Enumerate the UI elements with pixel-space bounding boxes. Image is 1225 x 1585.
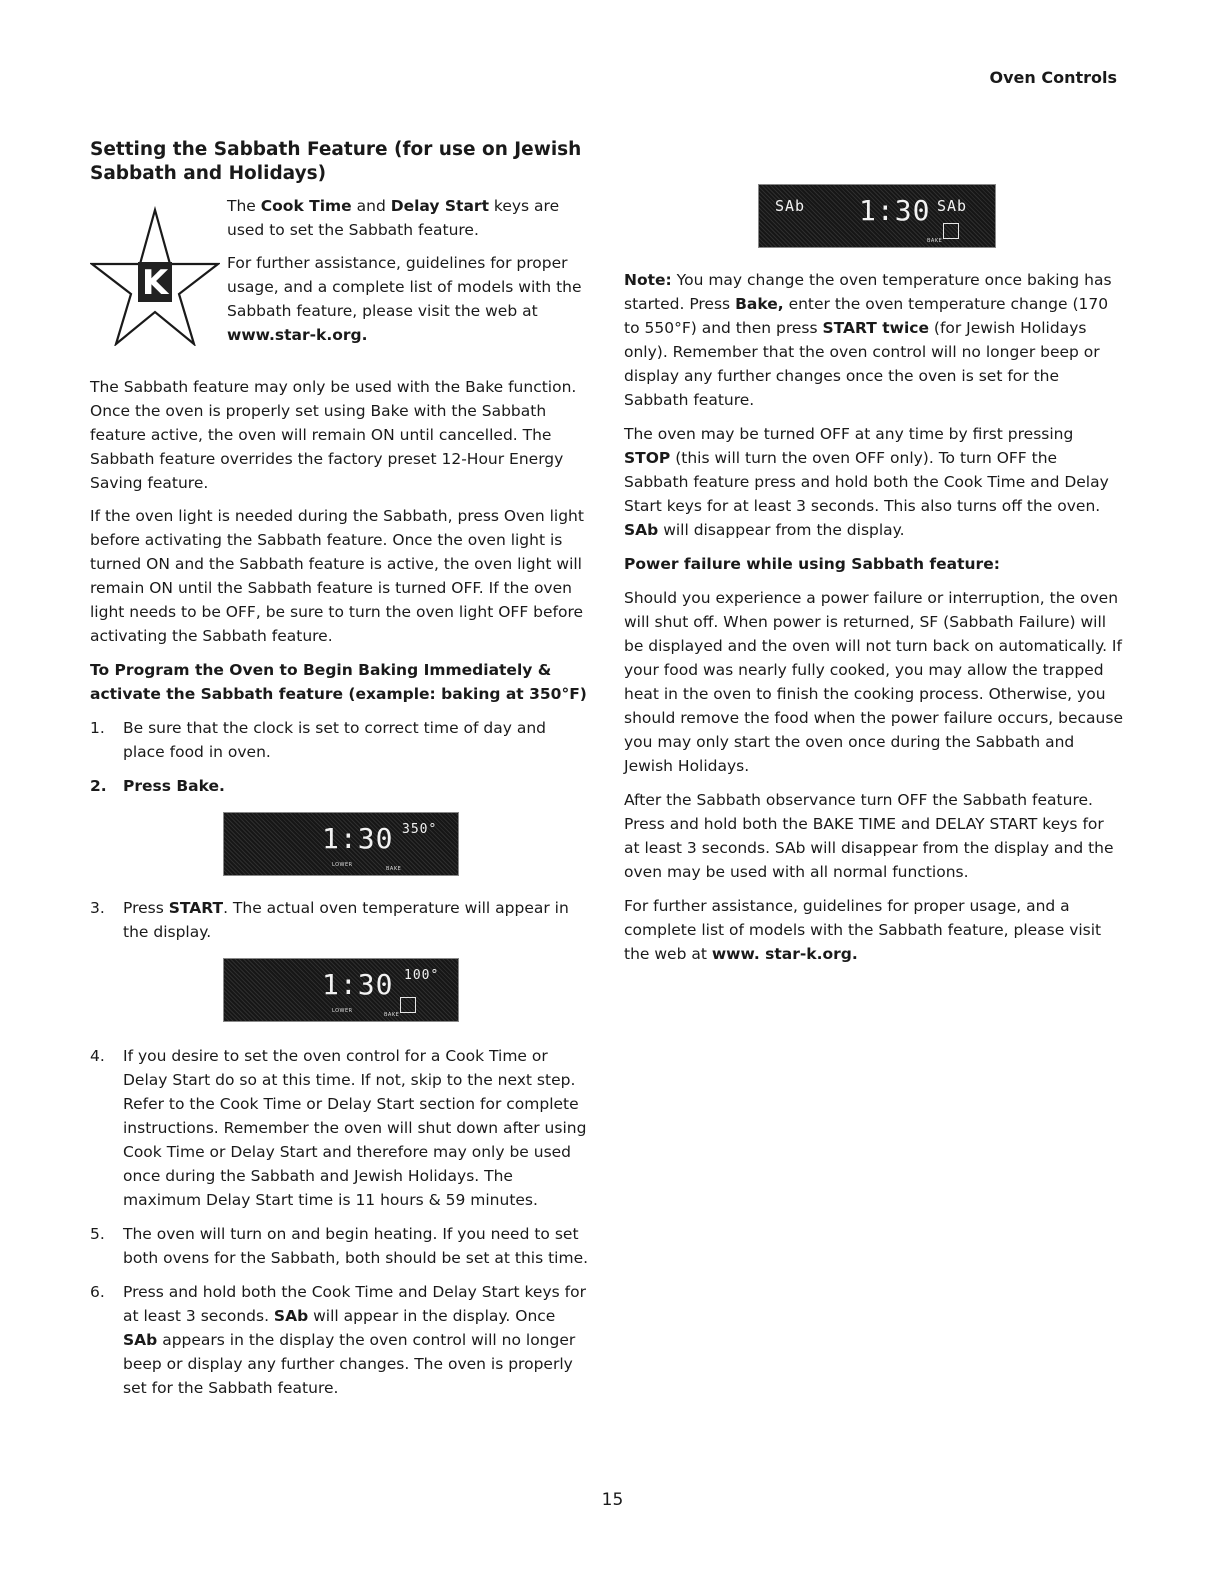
after-sabbath-paragraph: After the Sabbath observance turn OFF the Sabbath feature. Press and hold both the BAKE TIME and DELAY START keys for at least 3 seconds. SAb will disappear from the display and the oven may be used with all normal functions. [624,791,1114,881]
star-k-link: www. star-k.org. [711,945,858,963]
oven-display-2: 1:30 100° LOWER BAKE [223,958,459,1022]
logo-letter: K [141,263,169,303]
display-bake-100 [90,958,590,1038]
star-k-logo [90,206,220,346]
step-6: 6. Press and hold both the Cook Time and Delay Start keys for at least 3 seconds. SAb will appear in the display. Once SAb appears in the display the oven control will no longer beep or display any further changes. The oven is properly set for the Sabbath feature. [90,1280,590,1400]
right-column [624,268,1124,966]
step-number: 2. [90,777,107,795]
step-number: 6. [90,1283,105,1301]
intro-paragraph-1: The Cook Time and Delay Start keys are used to set the Sabbath feature. [227,197,560,239]
step-5: 5. The oven will turn on and begin heating. If you need to set both ovens for the Sabbath, both should be set at this time. [90,1222,590,1270]
oven-display-sabbath: SAb 1:30 SAb BAKE [758,184,996,248]
program-heading: To Program the Oven to Begin Baking Immediately & activate the Sabbath feature (example: baking at 350°F) [90,661,587,703]
intro-block [90,194,590,366]
page-number: 15 [601,1490,624,1510]
left-column [90,138,590,1400]
step-number: 4. [90,1047,105,1065]
power-failure-heading: Power failure while using Sabbath feature: [624,555,1000,573]
oven-light-paragraph: If the oven light is needed during the Sabbath, press Oven light before activating the Sabbath feature. Once the oven light is turned ON and the Sabbath feature is active, the oven light will remain ON until the Sabbath feature is turned OFF. If the oven light needs to be OFF, be sure to turn the oven light OFF before activating the Sabbath feature. [90,507,584,645]
star-k-link: www.star-k.org. [227,326,368,344]
step-number: 1. [90,719,105,737]
step-number: 5. [90,1225,105,1243]
lock-icon [400,997,416,1013]
step-1: 1. Be sure that the clock is set to correct time of day and place food in oven. [90,716,590,764]
step-2: 2. Press Bake. [90,774,590,798]
bake-function-paragraph: The Sabbath feature may only be used with the Bake function. Once the oven is properly set using Bake with the Sabbath feature active, the oven will remain ON until cancelled. The Sabbath feature overrides the factory preset 12-Hour Energy Saving feature. [90,378,577,492]
page-title: Setting the Sabbath Feature (for use on Jewish Sabbath and Holidays) [90,139,582,184]
power-failure-paragraph: Should you experience a power failure or interruption, the oven will shut off. When power is returned, SF (Sabbath Failure) will be displayed and the oven will not turn back on automatically. If your food was nearly fully cooked, you may allow the trapped heat in the oven to finish the cooking process. Otherwise, you should remove the food when the power failure occurs, because you may only start the oven once during the Sabbath and Jewish Holidays. [624,589,1123,775]
intro-text [227,194,587,347]
step-3: 3. Press START. The actual oven temperature will appear in the display. [90,896,590,944]
turn-off-paragraph: The oven may be turned OFF at any time by first pressing STOP (this will turn the oven OFF only). To turn OFF the Sabbath feature press and hold both the Cook Time and Delay Start keys for at least 3 seconds. This also turns off the oven. SAb will disappear from the display. [624,425,1109,539]
section-header: Oven Controls [989,68,1117,87]
step-4: 4. If you desire to set the oven control for a Cook Time or Delay Start do so at this time. If not, skip to the next step. Refer to the Cook Time or Delay Start section for complete instructions. Remember the oven will shut down after using Cook Time or Delay Start and therefore may only be used once during the Sabbath and Jewish Holidays. The maximum Delay Start time is 11 hours & 59 minutes. [90,1044,590,1212]
steps-list [90,716,590,1400]
lock-icon [943,223,959,239]
further-assistance-paragraph: For further assistance, guidelines for proper usage, and a complete list of models with the Sabbath feature, please visit the web at www. star-k.org. [624,897,1102,963]
intro-paragraph-2: For further assistance, guidelines for proper usage, and a complete list of models with the Sabbath feature, please visit the web at www.star-k.org. [227,254,582,344]
note-paragraph: Note: You may change the oven temperature once baking has started. Press Bake, enter the oven temperature change (170 to 550°F) and then press START twice (for Jewish Holidays only). Remember that the oven control will no longer beep or display any further changes once the oven is set for the Sabbath feature. [624,271,1112,409]
step-number: 3. [90,899,105,917]
display-bake-350 [90,812,590,890]
oven-display-1: 1:30 350° LOWER BAKE [223,812,459,876]
